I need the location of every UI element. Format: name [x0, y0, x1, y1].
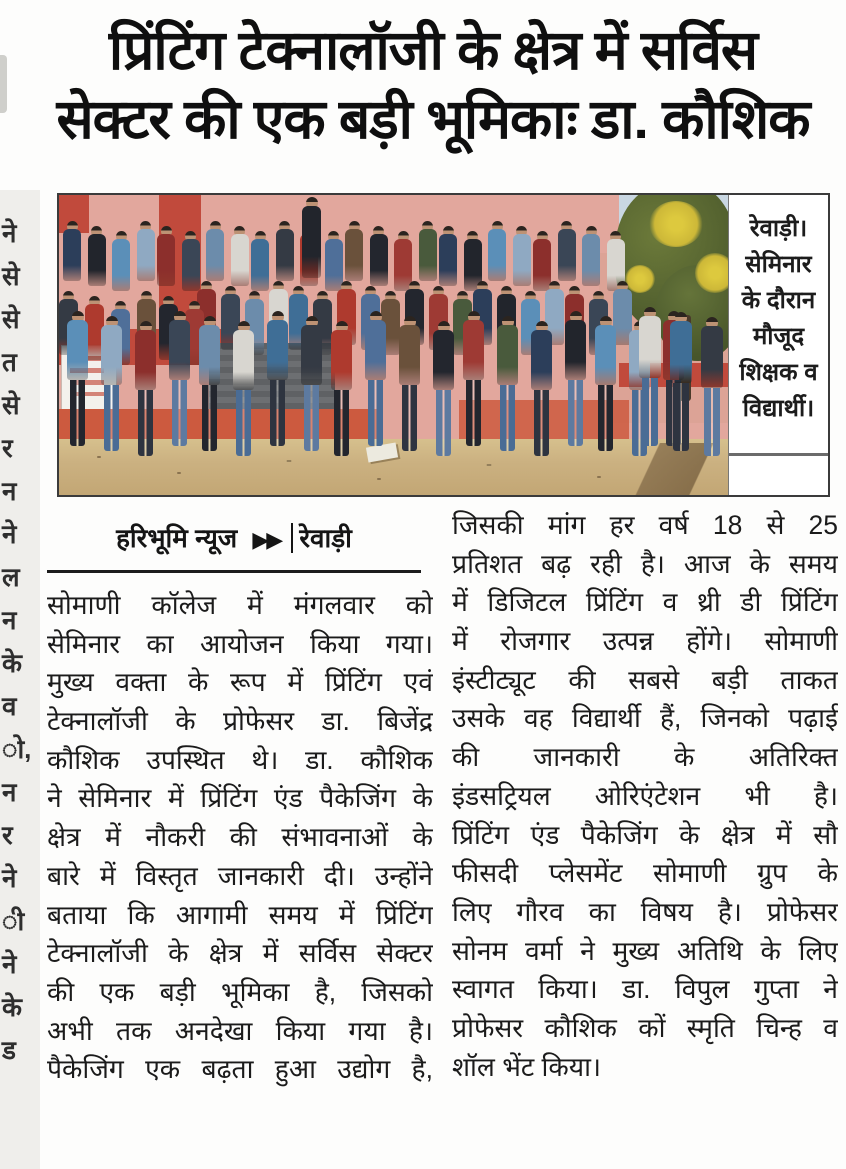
person-figure	[299, 316, 324, 451]
left-edge-cut-text	[0, 190, 40, 1169]
person-figure	[368, 226, 390, 286]
headline-line-1: प्रिंटिंग टेक्नालॉजी के क्षेत्र में सर्विस	[108, 19, 758, 81]
article-headline	[42, 16, 824, 154]
person-figure	[461, 311, 486, 446]
person-figure	[495, 316, 520, 451]
person-figure	[110, 231, 132, 291]
person-figure	[135, 221, 157, 281]
article-text-line: कौशिक उपस्थित थे। डा. कौशिक	[47, 744, 433, 775]
person-figure	[229, 226, 251, 286]
article-text-line: बताया कि आगामी समय में प्रिंटिंग	[47, 899, 433, 930]
article-text-line: सोमाणी कॉलेज में मंगलवार को	[47, 590, 433, 620]
article-text-line: टेक्नालॉजी के प्रोफेसर डा. बिजेंद्र	[47, 706, 433, 737]
person-figure	[155, 226, 177, 286]
byline-divider	[47, 570, 421, 573]
person-figure	[65, 311, 90, 446]
caption-line: सेमिनार	[745, 251, 812, 278]
person-figure	[486, 221, 508, 281]
cut-character: ड	[2, 1035, 16, 1065]
caption-divider	[729, 453, 828, 456]
cut-character: न	[2, 777, 17, 807]
person-figure	[580, 226, 602, 286]
cut-character: ने	[2, 218, 17, 248]
person-figure	[61, 221, 83, 281]
cut-character: ने	[2, 949, 17, 979]
article-text-line: प्रिंटिंग एंड पैकेजिंग के क्षेत्र में सौ	[452, 819, 838, 850]
cut-character: ल	[2, 562, 20, 592]
cut-character: के	[2, 648, 22, 678]
cut-character: र	[2, 820, 13, 850]
cut-character: र	[2, 433, 13, 463]
caption-line: विद्यार्थी।	[742, 395, 815, 422]
person-figure	[556, 221, 578, 281]
article-text-line: पैकेजिंग एक बढ़ता हुआ उद्योग है,	[47, 1054, 433, 1085]
caption-line: मौजूद	[752, 323, 805, 350]
person-figure	[699, 317, 725, 456]
person-figure	[563, 311, 588, 446]
article-text-line: फीसदी प्लेसमेंट सोमाणी ग्रुप के	[452, 858, 838, 889]
article-text-line: शॉल भेंट किया।	[452, 1051, 602, 1082]
person-figure	[343, 221, 365, 281]
cut-character: से	[2, 304, 20, 334]
byline-arrows-icon: ▶▶	[252, 527, 281, 552]
cut-character: ी	[2, 906, 25, 936]
person-figure	[593, 316, 618, 451]
cut-character: व	[2, 691, 17, 721]
article-text-line: इंडसट्रियल ओरिएंटेशन भी है।	[452, 780, 838, 811]
person-figure	[167, 311, 192, 446]
person-figure	[397, 316, 422, 451]
photo-caption	[729, 195, 828, 495]
byline	[47, 519, 421, 555]
article-text-line: में रोजगार उत्पन्न होंगे। सोमाणी	[452, 626, 838, 657]
person-figure	[265, 311, 290, 446]
person-figure	[204, 221, 226, 281]
headline-line-2: सेक्टर की एक बड़ी भूमिकाः डा. कौशिक	[56, 88, 810, 150]
article-text-line: में डिजिटल प्रिंटिंग व थ्री डी प्रिंटिंग	[452, 587, 838, 618]
article-text-line: प्रोफेसर कौशिक कों स्मृति चिन्ह व	[452, 1012, 838, 1043]
article-text-line: क्षेत्र में नौकरी की संभावनाओं के	[47, 822, 433, 853]
article-text-line: बारे में विस्तृत जानकारी दी। उन्होंने	[47, 860, 433, 891]
person-figure	[329, 321, 354, 456]
person-figure	[300, 197, 323, 278]
cut-character: न	[2, 476, 17, 506]
person-figure	[511, 226, 533, 286]
article-text-line: इंस्टीट्यूट की सबसे बड़ी ताकत	[452, 664, 838, 695]
article-text-line: लिए गौरव का विषय है। प्रोफेसर	[452, 896, 838, 927]
edge-artifact	[0, 55, 7, 113]
cut-character: के	[2, 992, 22, 1022]
person-figure	[274, 221, 296, 281]
article-text-line: टेक्नालॉजी के क्षेत्र में सर्विस सेक्टर	[47, 938, 433, 969]
person-figure	[133, 321, 158, 456]
article-text-line: सेमिनार का आयोजन किया गया।	[47, 628, 433, 659]
person-figure	[99, 316, 124, 451]
article-text-line: स्वागत किया। डा. विपुल गुप्ता ने	[452, 974, 838, 1005]
person-figure	[437, 226, 459, 286]
cut-character: से	[2, 261, 20, 291]
article-text-line: मुख्य वक्ता के रूप में प्रिंटिंग एवं	[47, 667, 433, 698]
person-figure	[363, 311, 388, 446]
article-text-line: सोनम वर्मा ने मुख्य अतिथि के लिए	[452, 935, 838, 966]
cut-character: ने	[2, 519, 17, 549]
person-figure	[197, 316, 222, 451]
article-text-line: ने सेमिनार में प्रिंटिंग एंड पैकेजिंग के	[47, 783, 433, 814]
article-text-line: की जानकारी के अतिरिक्त	[452, 742, 838, 773]
article-text-line: अभी तक अनदेखा किया गया है।	[47, 1015, 433, 1046]
cut-character: न	[2, 605, 17, 635]
article-column-right	[452, 506, 838, 1086]
caption-text	[729, 211, 828, 427]
news-source: हरिभूमि न्यूज	[116, 523, 238, 553]
caption-line: के दौरान	[741, 287, 816, 314]
person-figure	[431, 321, 456, 456]
person-figure	[231, 321, 256, 456]
cut-character: ो,	[2, 734, 32, 764]
byline-location: रेवाड़ी	[291, 523, 351, 553]
person-figure	[417, 221, 439, 281]
photo-frame	[57, 193, 830, 497]
article-column-left	[47, 586, 433, 1089]
article-text-line: उसके वह विद्यार्थी हैं, जिनको पढ़ाई	[452, 703, 838, 734]
person-figure	[86, 226, 108, 286]
person-figure	[529, 321, 554, 456]
article-text-line: जिसकी मांग हर वर्ष 18 से 25	[452, 510, 838, 540]
article-text-line: की एक बड़ी भूमिका है, जिसको	[47, 976, 433, 1007]
person-figure	[668, 312, 694, 451]
caption-line: रेवाड़ी।	[749, 215, 808, 242]
seminar-group-photo	[59, 195, 729, 495]
cut-character: त	[2, 347, 17, 377]
cut-character: ने	[2, 863, 17, 893]
article-text-line: प्रतिशत बढ़ रही है। आज के समय	[452, 548, 838, 579]
caption-line: शिक्षक व	[739, 359, 818, 386]
cut-character: से	[2, 390, 20, 420]
person-figure	[637, 307, 663, 446]
student-crowd	[59, 195, 728, 495]
